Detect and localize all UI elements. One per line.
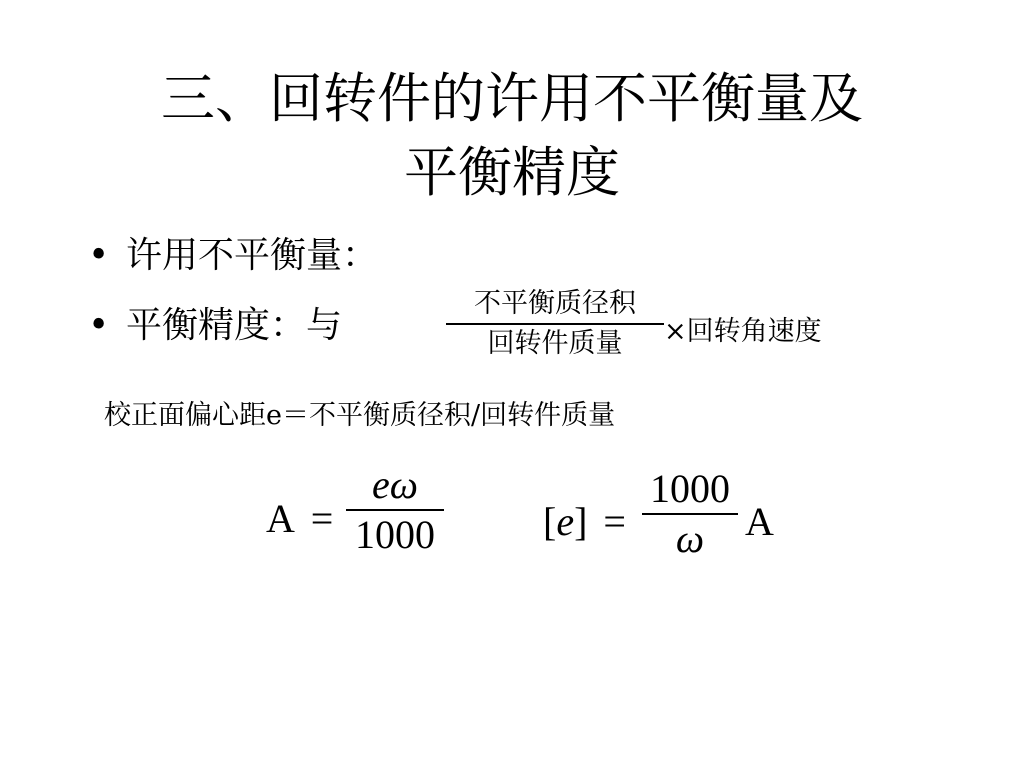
ratio-fraction (446, 287, 664, 361)
formula2-fraction (642, 466, 738, 562)
slide-title (0, 62, 1024, 210)
eccentricity-note: 校正面偏心距e＝不平衡质径积/回转件质量 (104, 400, 616, 431)
fraction-bar (346, 509, 444, 511)
fraction-bar (642, 513, 738, 515)
ratio-denominator: 回转件质量 (487, 327, 623, 359)
title-line-2: 平衡精度 (404, 141, 620, 204)
formula1-denominator: 1000 (355, 512, 435, 557)
formula1-numerator: eω (372, 462, 418, 507)
formula2-rhs: A (745, 499, 774, 544)
formula2-equals: = (603, 499, 626, 544)
bullet-allowable-unbalance (88, 236, 378, 276)
formula2-bracket-open: [ (543, 499, 557, 544)
formula1-lhs (266, 495, 333, 542)
fraction-bar (446, 323, 664, 325)
bullet-text: 平衡精度：与 (126, 305, 343, 346)
formula2-lhs (543, 498, 626, 545)
bullet-dot-icon: • (88, 305, 110, 346)
formula1-fraction (346, 462, 444, 558)
formula1-lhs-var: A (266, 496, 293, 541)
bullet-text: 许用不平衡量： (126, 235, 379, 276)
ratio-numerator: 不平衡质径积 (474, 288, 636, 319)
title-line-1: 三、回转件的许用不平衡量及 (161, 67, 863, 130)
formula2-numerator: 1000 (650, 466, 730, 511)
formula2-var: e (556, 499, 575, 544)
formula1-equals: = (310, 496, 334, 541)
bullet-dot-icon: • (88, 235, 110, 276)
bullet-balance-accuracy (88, 306, 342, 346)
ratio-multiplier: ×回转角速度 (664, 316, 822, 347)
formula2-bracket-close: ] (574, 499, 588, 544)
formula2-denominator: ω (675, 516, 705, 561)
